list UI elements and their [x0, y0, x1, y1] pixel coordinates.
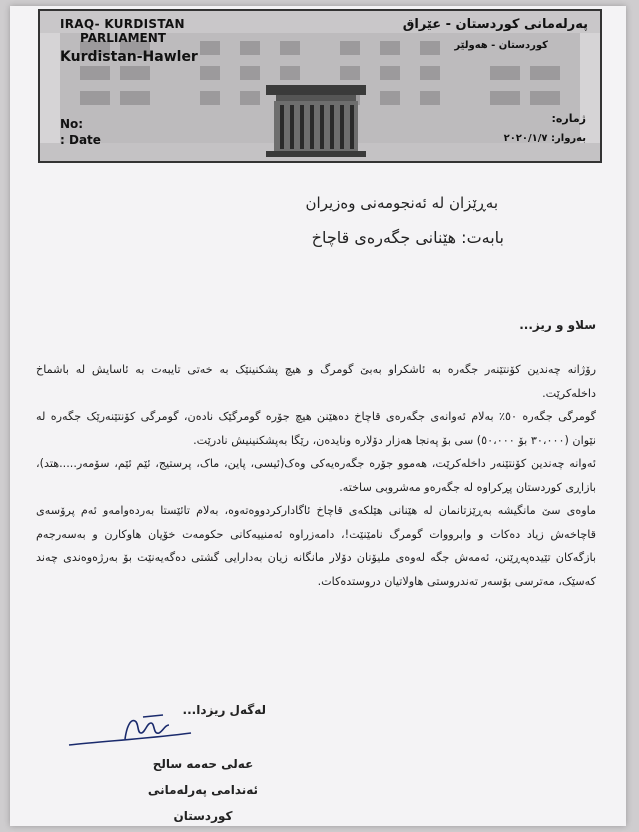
closing-line: لەگەل ریزدا... [182, 703, 266, 717]
letterhead-en-line3: Kurdistan-Hawler [60, 49, 198, 65]
number-label-en: No: [60, 117, 84, 131]
date-label-ku: بەروار: ٢٠٢٠/١/٧ [503, 133, 586, 144]
date-label-en: : Date [60, 133, 101, 147]
building-emblem [266, 85, 366, 157]
body-paragraph-2: گومرگی جگەرە ٥٠٪ بەلام ئەوانەی جگەرەی قاچاخ دەهێنن هیچ جۆرە گومرگێک نادەن، گومرگی کۆنتێنەرێک جگەرە لە نێوان (٣٠،٠٠٠ بۆ ٥٠،٠٠٠) سی بۆ پەنجا هەزار دۆلارە ونایدەن، رێگا بەپشکنینیش نادرێت. [36, 410, 596, 447]
letterhead-en-line2: PARLIAMENT [80, 31, 166, 45]
recipient-line: بەڕێزان لە ئەنجومەنی وەزیران [305, 194, 498, 212]
signer-title: ئەندامی پەرلەمانی کوردستان [147, 783, 259, 823]
handwritten-signature [65, 711, 195, 751]
letterhead [38, 9, 602, 163]
letterhead-kurdish [403, 17, 588, 51]
number-label-ku: ژمارە: [551, 112, 586, 125]
body-paragraph-4: ماوەی سێ مانگیشە بەڕێزتانمان لە هێنانی هێلکەی قاچاخ ئاگادارکردووەتەوە، بەلام تائێستا بەردەوامەو ئەم پرۆسەی قاچاخەش زیاد دەکات و وابرووات گومرگ نامێنێت!، دامەزراوە ئەمنییەکانی حکومەت خۆیان هاوکارن و بەسەرجەم بازگەکان تێیدەپەڕێنن، ئەمەش جگە لەوەی ملیۆنان دۆلار مانگانە زیان بەدارایی گشتی دەگەیەنێت بۆ بەرژەوەندی چەند کەسێک، مەترسی بۆسەر تەندروستی هاولاتیان دروستدەکات. [36, 504, 596, 588]
letter-body [36, 358, 596, 593]
body-paragraph-3: ئەوانە چەندین کۆنتێنەر داخلەکرێت، هەموو جۆرە جگەرەیەکی وەک(ئیسی، پاین، ماک، پرستیج، ئێم ئێم، سۆمەر.....هتد)، بازاڕی کوردستان پڕکراوە لە جگەرەو مەشروبی ساختە. [36, 457, 596, 494]
subject-line: بابەت: هێنانی جگەرەی قاچاخ [311, 228, 504, 247]
letterhead-ku-line1: پەرلەمانی کوردستان - عێراق [402, 17, 588, 32]
letterhead-number-date-en [60, 116, 101, 148]
body-paragraph-1: رۆژانە چەندین کۆنتێنەر جگەرە بە ئاشکراو بەبێ گومرگ و هیچ پشکنینێک بە خەتی تایبەت بە ئاسایش لە باشماخ داخلەکرێت. [36, 363, 596, 400]
letterhead-number-date-ku [504, 109, 586, 149]
letter-page [10, 6, 626, 826]
greeting: سلاو و ریز... [519, 318, 596, 332]
signer-name: عەلی حەمە سالح [152, 757, 254, 771]
signer-block [128, 751, 278, 829]
letterhead-en-line1: IRAQ- KURDISTAN [60, 17, 185, 31]
letterhead-english [60, 17, 198, 65]
letterhead-ku-line2: کوردستان - هەولێر [454, 40, 548, 51]
